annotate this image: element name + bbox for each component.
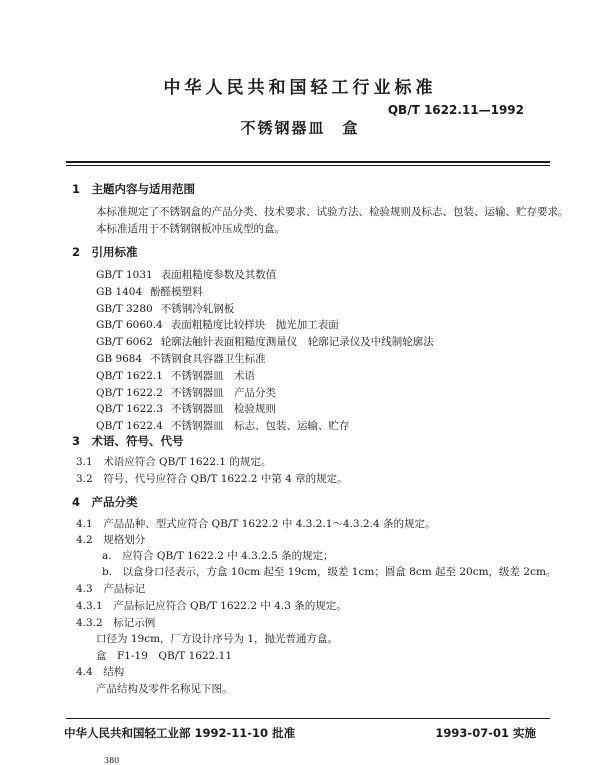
clause-4-2-a: a. 应符合 QB/T 1622.2 中 4.3.2.5 条的规定； xyxy=(102,550,334,562)
clause-4-2-b: b. 以盒身口径表示，方盒 10cm 起至 19cm，级差 1cm；圆盒 8cm 起至 20cm，级差 2cm。 xyxy=(102,566,557,578)
reference-code: GB/T 6062 xyxy=(96,336,153,349)
reference-title: 不锈钢器皿 检验规则 xyxy=(170,403,276,416)
marking-example-code: 盒 F1-19 QB/T 1622.11 xyxy=(96,650,232,662)
footer-rule xyxy=(66,718,550,719)
reference-title: 酚醛模塑料 xyxy=(150,285,203,298)
section-1-heading: 1 主题内容与适用范围 xyxy=(72,182,196,196)
reference-title: 不锈钢食具容器卫生标准 xyxy=(150,352,266,365)
reference-item xyxy=(96,267,434,284)
reference-code: GB 9684 xyxy=(96,352,143,365)
reference-item xyxy=(96,385,434,402)
reference-code: GB/T 1031 xyxy=(96,269,153,281)
header-rule-thin xyxy=(66,165,550,166)
reference-title: 不锈钢器皿 产品分类 xyxy=(170,386,276,399)
document-title: 不锈钢器皿 盒 xyxy=(240,119,360,137)
marking-example-description: 口径为 19cm，厂方设计序号为 1，抛光普通方盒。 xyxy=(96,633,339,645)
standard-title: 中华人民共和国轻工行业标准 xyxy=(163,78,437,98)
section-1-paragraph-2: 本标准适用于不锈钢钢板冲压成型的盒。 xyxy=(96,223,285,235)
reference-code: QB/T 1622.4 xyxy=(96,420,163,433)
clause-3-2: 3.2 符号、代号应符合 QB/T 1622.2 中第 4 章的规定。 xyxy=(76,473,348,485)
reference-title: 表面粗糙度参数及其数值 xyxy=(160,269,277,281)
reference-title: 不锈钢器皿 术语 xyxy=(170,369,255,382)
clause-4-3-heading: 4.3 产品标记 xyxy=(76,583,146,595)
section-3-heading: 3 术语、符号、代号 xyxy=(72,434,184,448)
reference-title: 不锈钢器皿 标志、包装、运输、贮存 xyxy=(170,420,350,433)
section-4-heading: 4 产品分类 xyxy=(72,495,138,509)
reference-title: 不锈钢冷轧钢板 xyxy=(160,302,235,315)
approval-line: 中华人民共和国轻工业部 1992-11-10 批准 xyxy=(64,726,296,740)
reference-code: QB/T 1622.2 xyxy=(96,386,163,399)
page-number: 380 xyxy=(104,756,120,765)
clause-4-4-heading: 4.4 结构 xyxy=(76,666,125,678)
section-1-paragraph-1: 本标准规定了不锈钢盒的产品分类、技术要求、试验方法、检验规则及标志、包装、运输、贮存要求。 xyxy=(96,206,569,218)
clause-3-1: 3.1 术语应符合 QB/T 1622.1 的规定。 xyxy=(76,456,272,468)
reference-title: 表面粗糙度比较样块 抛光加工表面 xyxy=(170,319,339,332)
reference-item xyxy=(96,351,434,368)
clause-4-2-heading: 4.2 规格划分 xyxy=(76,534,146,546)
reference-item xyxy=(96,301,434,318)
clause-4-1: 4.1 产品品种、型式应符合 QB/T 1622.2 中 4.3.2.1～4.3.2.4 条的规定。 xyxy=(76,518,436,530)
reference-code: QB/T 1622.1 xyxy=(96,369,163,382)
clause-4-4-text: 产品结构及零件名称见下图。 xyxy=(96,683,233,695)
reference-item xyxy=(96,284,434,301)
reference-item xyxy=(96,317,434,334)
clause-4-3-1: 4.3.1 产品标记应符合 QB/T 1622.2 中 4.3 条的规定。 xyxy=(76,600,347,612)
clause-4-3-2-heading: 4.3.2 标记示例 xyxy=(76,617,156,629)
reference-item xyxy=(96,334,434,351)
reference-item xyxy=(96,418,434,435)
reference-code: QB/T 1622.3 xyxy=(96,403,163,416)
reference-title: 轮廓法触针表面粗糙度测量仪 轮廓记录仪及中线制轮廓法 xyxy=(160,336,434,349)
reference-code: GB/T 3280 xyxy=(96,302,153,315)
section-2-heading: 2 引用标准 xyxy=(72,245,138,259)
reference-item xyxy=(96,368,434,385)
reference-list xyxy=(96,267,434,435)
effective-date: 1993-07-01 实施 xyxy=(435,726,536,740)
reference-code: GB 1404 xyxy=(96,285,143,298)
standard-code: QB/T 1622.11—1992 xyxy=(387,103,524,117)
reference-code: GB/T 6060.4 xyxy=(96,319,163,332)
reference-item xyxy=(96,401,434,418)
header-rule-thick xyxy=(66,161,550,163)
